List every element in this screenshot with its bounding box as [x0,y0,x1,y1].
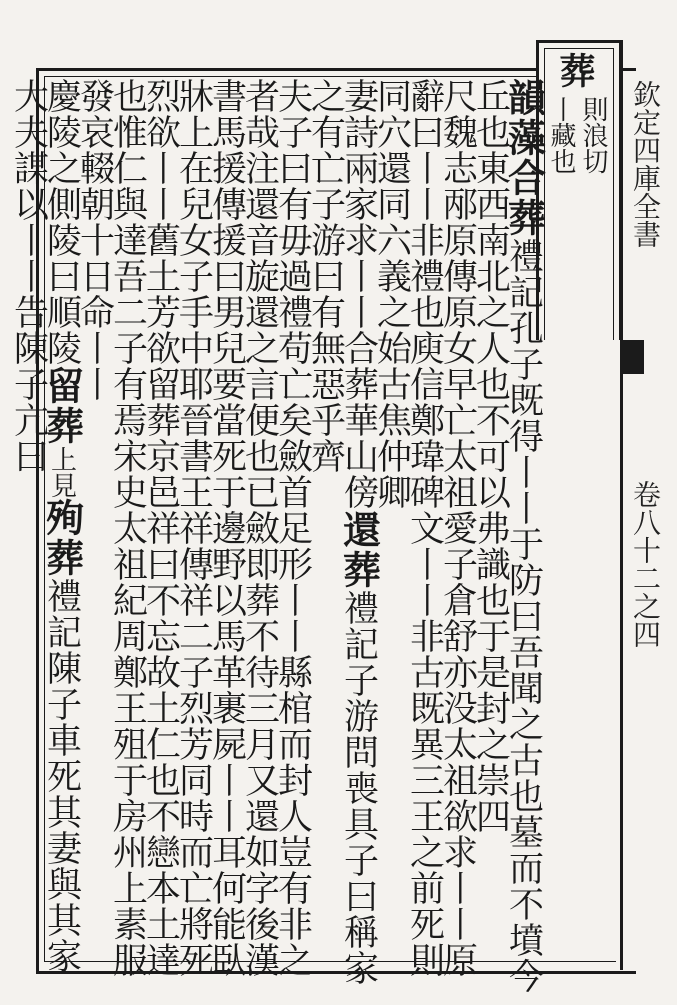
text-segment: 書馬援傳援曰男兒要當死于邊野以馬革裹屍丨丨耳何能臥 [206,78,247,978]
text-column [501,78,547,994]
text-segment: 牀上在兒女子手中耶晉書王祥傳祥二子烈芳同時而亡將死 [173,78,214,978]
text-column [206,78,247,978]
text-segment: 也惟仁與達吾二子有焉宋史太祖紀周鄭王殂于房州上素服 [107,78,148,978]
text-column [140,78,181,978]
text-segment: 烈欲丨丨舊土芳欲留葬京邑祥曰不忘故土仁也不戀本土達 [140,78,181,978]
text-column [8,78,49,958]
text-segment: 妻詩兩家求丨丨合葬華山傍 [338,78,379,510]
text-segment: 韻藻 [501,78,547,158]
headword-note-1: 則浪切 [578,96,608,174]
text-segment: 合葬 [501,158,547,238]
volume-label: 卷八十二之四 [629,480,662,648]
text-segment: 發哀輟朝十日命丨丨 [74,78,115,402]
text-column [239,78,280,978]
headword-note-2: 丨藏也 [546,96,576,174]
text-segment: 者哉注還音旋還之言便也已斂即葬不待三月又還如字後漢 [239,78,280,978]
text-segment: 辭曰丨丨非禮也庾信鄭瑋碑文丨丨非古既異三王之前死則 [404,78,445,978]
text-segment: 禮記子游問喪具子曰稱家 [338,590,379,986]
text-segment: 丘也東西南北之人也不可以弗識也于是封之崇四 [470,78,511,834]
margin-column [624,50,668,950]
headword-char: 葬 [554,52,596,88]
margin-rule [620,40,623,970]
text-segment: 大夫謀以丨丨告陳子亢曰 [8,78,49,474]
text-column [173,78,214,978]
text-segment: 殉葬 [39,498,85,578]
text-segment: 留葬 [39,366,85,446]
text-segment: 夫子曰有毋過禮苟亡矣斂首足形丨丨縣棺而封人豈有非之 [272,78,313,978]
text-segment: 禮記陳子車死其妻與其家 [41,578,82,974]
text-segment: 還葬 [336,510,382,590]
text-column [470,78,511,958]
text-column [39,78,85,974]
text-segment: 尺魏志邴原傳原女早亡太祖愛子倉舒亦没太祖欲求丨丨原 [437,78,478,978]
text-column [305,78,346,958]
text-column [272,78,313,978]
text-column [437,78,478,978]
text-segment: 同穴還同六義之始古焦仲卿 [371,78,412,510]
text-column [107,78,148,978]
text-segment: 禮記孔子既得丨丨于防曰吾聞之古也墓而不墳今 [503,238,544,994]
text-segment: 上見 [46,446,77,498]
text-segment: 之有亡子游曰有無惡乎齊 [305,78,346,474]
text-column [404,78,445,978]
text-column [336,78,382,986]
book-title: 欽定四庫全書 [629,80,662,248]
text-segment: 慶陵之側陵曰順陵 [41,78,82,366]
